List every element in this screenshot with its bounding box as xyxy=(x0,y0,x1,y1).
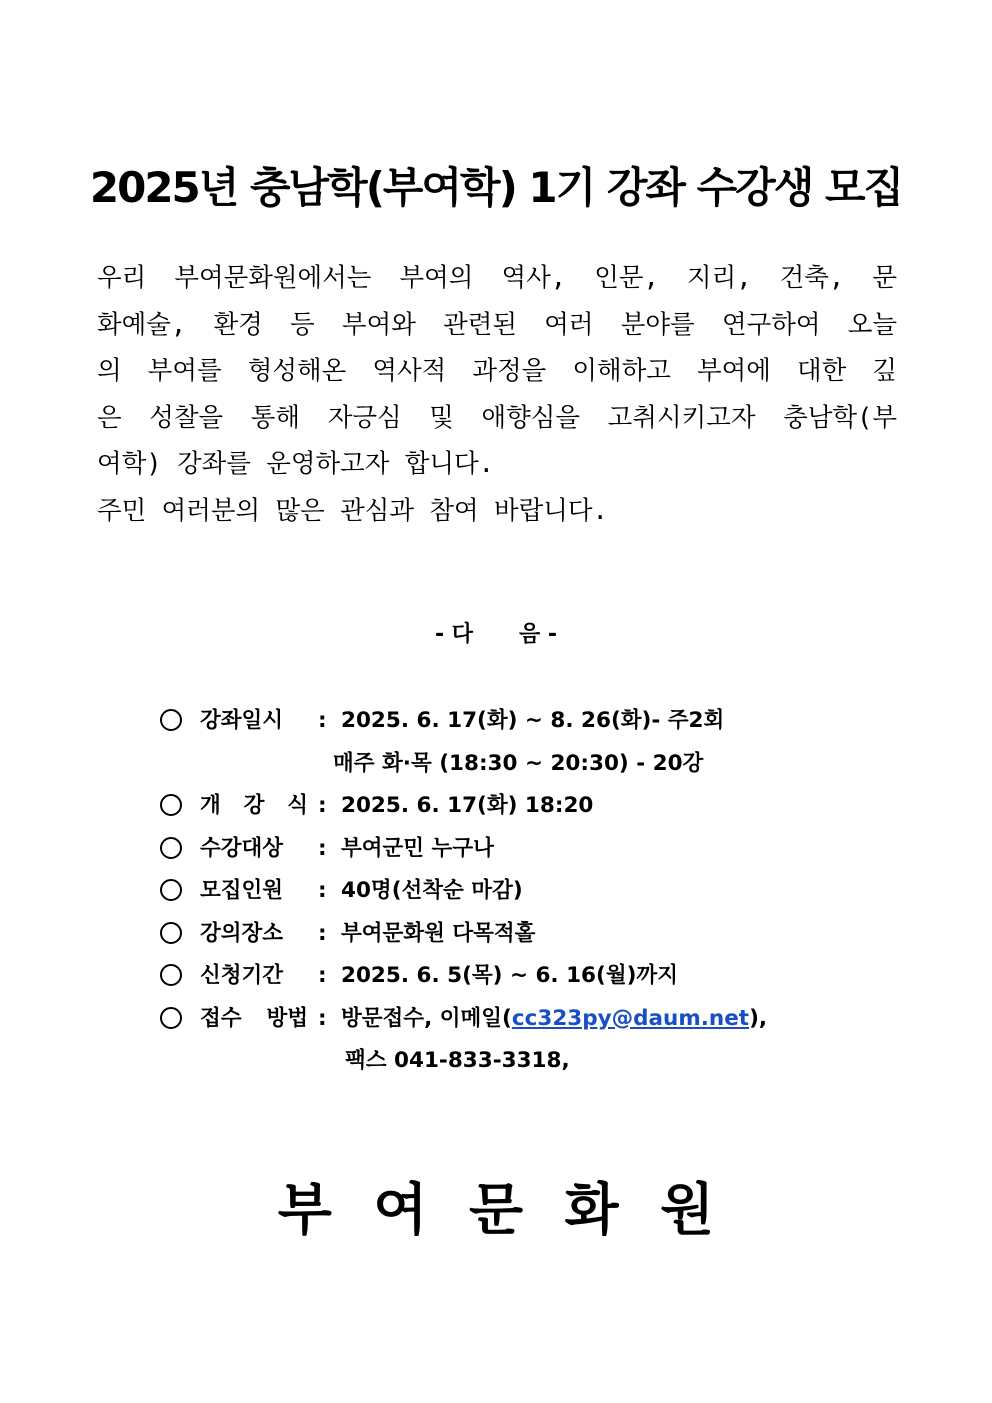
intro-line: 은 성찰을 통해 자긍심 및 애향심을 고취시키고자 충남학(부 xyxy=(97,402,897,433)
circle-bullet-icon xyxy=(160,964,182,986)
detail-value: 부여군민 누구나 xyxy=(341,835,494,861)
detail-label: 접수 방법 xyxy=(200,1005,308,1031)
detail-row-period xyxy=(160,955,860,998)
detail-label: 강좌일시 xyxy=(200,708,284,733)
organization-char: 여 xyxy=(373,1177,428,1243)
detail-row-audience xyxy=(160,828,860,871)
circle-bullet-icon xyxy=(160,922,182,944)
detail-label: 수강대상 xyxy=(200,835,284,861)
circle-bullet-icon xyxy=(160,879,182,901)
detail-row-capacity xyxy=(160,870,860,913)
details-list xyxy=(160,700,860,1083)
detail-label: 개 강 식 xyxy=(200,793,308,818)
detail-row-schedule xyxy=(160,700,860,743)
circle-bullet-icon xyxy=(160,794,182,816)
intro-line: 우리 부여문화원에서는 부여의 역사, 인문, 지리, 건축, 문 xyxy=(97,263,897,293)
page-title: 2025년 충남학(부여학) 1기 강좌 수강생 모집 xyxy=(89,163,903,212)
intro-paragraph xyxy=(97,255,897,534)
method-suffix: ), xyxy=(749,1005,768,1031)
organization-char: 원 xyxy=(660,1177,715,1243)
fax-number: 팩스 041-833-3318, xyxy=(345,1048,570,1073)
detail-colon: : xyxy=(318,1005,327,1031)
detail-row-method-continuation xyxy=(160,1040,860,1083)
intro-line: 화예술, 환경 등 부여와 관련된 여러 분야를 연구하여 오늘 xyxy=(97,309,897,340)
detail-value: 2025. 6. 5(목) ~ 6. 16(월)까지 xyxy=(341,963,678,988)
detail-row-opening xyxy=(160,785,860,828)
detail-value: 부여문화원 다목적홀 xyxy=(341,920,536,946)
detail-row-venue xyxy=(160,913,860,956)
intro-line: 의 부여를 형성해온 역사적 과정을 이해하고 부여에 대한 깊 xyxy=(97,356,897,386)
intro-line: 여학) 강좌를 운영하고자 합니다. xyxy=(97,449,494,479)
circle-bullet-icon xyxy=(160,1007,182,1029)
circle-bullet-icon xyxy=(160,709,182,731)
detail-colon: : xyxy=(318,708,327,733)
detail-value: 2025. 6. 17(화) ~ 8. 26(화)- 주2회 xyxy=(341,708,725,733)
detail-colon: : xyxy=(318,920,327,946)
detail-value-continuation: 매주 화·목 (18:30 ~ 20:30) - 20강 xyxy=(333,750,704,776)
notice-heading: - 다 음 - xyxy=(434,622,558,647)
organization-char: 부 xyxy=(277,1177,332,1243)
intro-closing-line: 주민 여러분의 많은 관심과 참여 바랍니다. xyxy=(97,495,608,526)
detail-value xyxy=(341,998,767,1041)
detail-row-schedule-continuation xyxy=(160,743,860,786)
detail-colon: : xyxy=(318,963,327,988)
detail-row-method xyxy=(160,998,860,1041)
detail-label: 강의장소 xyxy=(200,920,284,946)
detail-label: 신청기간 xyxy=(200,963,284,988)
email-link[interactable]: cc323py@daum.net xyxy=(511,1005,750,1031)
organization-name xyxy=(0,1172,992,1248)
detail-colon: : xyxy=(318,878,327,903)
detail-value: 2025. 6. 17(화) 18:20 xyxy=(341,793,594,818)
organization-char: 화 xyxy=(564,1177,619,1243)
circle-bullet-icon xyxy=(160,837,182,859)
detail-colon: : xyxy=(318,835,327,861)
method-prefix: 방문접수, 이메일( xyxy=(341,1005,512,1031)
detail-colon: : xyxy=(318,793,327,818)
detail-value: 40명(선착순 마감) xyxy=(341,878,523,903)
detail-label: 모집인원 xyxy=(200,878,284,903)
organization-char: 문 xyxy=(468,1177,524,1243)
